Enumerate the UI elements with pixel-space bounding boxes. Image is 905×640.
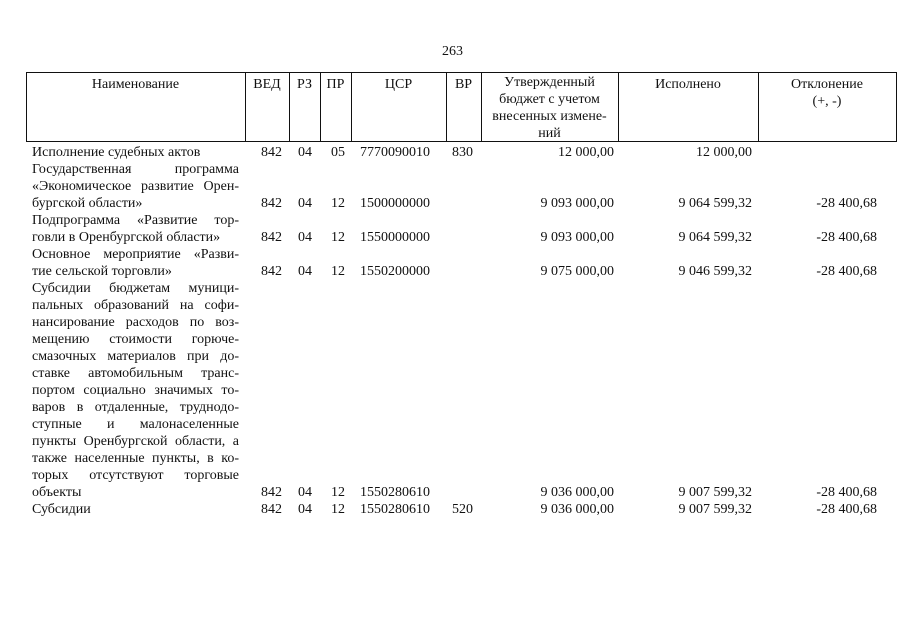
row-rz: 04	[298, 230, 312, 245]
row-deviation: -28 400,68	[816, 230, 877, 245]
table-row	[0, 246, 905, 280]
row-pr: 12	[331, 485, 345, 500]
row-name-line: также населенные пункты, в ко-	[32, 451, 239, 466]
row-name-line: пальных образований на софи-	[32, 298, 239, 313]
row-executed: 9 064 599,32	[678, 230, 752, 245]
header-executed: Исполнено	[655, 77, 721, 92]
row-rz: 04	[298, 502, 312, 517]
page-number: 263	[442, 44, 463, 59]
row-budget: 9 093 000,00	[540, 230, 614, 245]
row-deviation: -28 400,68	[816, 264, 877, 279]
header-divider	[896, 72, 897, 142]
header-vr: ВР	[454, 77, 473, 92]
table-row	[0, 501, 905, 518]
row-csr: 1550280610	[360, 502, 430, 517]
table-row	[0, 161, 905, 212]
row-name-line: варов в отдаленные, труднодо-	[32, 400, 239, 415]
row-ved: 842	[261, 502, 282, 517]
row-name-line: Субсидии бюджетам муници-	[32, 281, 239, 296]
row-pr: 05	[331, 145, 345, 160]
header-budget-line: внесенных измене-	[492, 109, 607, 124]
header-ved: ВЕД	[253, 77, 281, 92]
table-row	[0, 280, 905, 501]
row-pr: 12	[331, 230, 345, 245]
row-name-line: пункты Оренбургской области, а	[32, 434, 239, 449]
header-pr: ПР	[326, 77, 345, 92]
row-name-line: ступные и малонаселенные	[32, 417, 239, 432]
header-rz: РЗ	[297, 77, 312, 92]
row-budget: 9 036 000,00	[540, 485, 614, 500]
row-executed: 9 007 599,32	[678, 502, 752, 517]
header-budget-line: ний	[538, 126, 561, 141]
row-csr: 1550280610	[360, 485, 430, 500]
row-budget: 9 036 000,00	[540, 502, 614, 517]
row-name	[32, 280, 239, 501]
row-rz: 04	[298, 485, 312, 500]
row-rz: 04	[298, 196, 312, 211]
table-row	[0, 212, 905, 246]
row-name-line: объекты	[32, 485, 82, 500]
row-ved: 842	[261, 264, 282, 279]
row-name	[32, 144, 239, 161]
row-name-line: Субсидии	[32, 502, 91, 517]
row-name-line: Подпрограмма «Развитие тор-	[32, 213, 239, 228]
row-rz: 04	[298, 264, 312, 279]
row-name-line: «Экономическое развитие Орен-	[32, 179, 239, 194]
row-pr: 12	[331, 502, 345, 517]
row-name-line: мещению стоимости горюче-	[32, 332, 239, 347]
row-vr: 520	[452, 502, 473, 517]
header-deviation-line: Отклонение	[791, 77, 863, 92]
row-vr: 830	[452, 145, 473, 160]
row-name	[32, 246, 239, 280]
row-ved: 842	[261, 145, 282, 160]
row-ved: 842	[261, 485, 282, 500]
row-name	[32, 212, 239, 246]
header-budget	[481, 74, 618, 142]
row-executed: 9 007 599,32	[678, 485, 752, 500]
row-name-line: Государственная программа	[32, 162, 239, 177]
header-deviation	[758, 76, 896, 110]
row-budget: 9 093 000,00	[540, 196, 614, 211]
row-pr: 12	[331, 264, 345, 279]
row-deviation: -28 400,68	[816, 196, 877, 211]
row-name-line: нансирование расходов по воз-	[32, 315, 239, 330]
header-name: Наименование	[91, 77, 180, 92]
row-ved: 842	[261, 230, 282, 245]
row-name	[32, 161, 239, 212]
header-budget-line: бюджет с учетом	[499, 92, 600, 107]
row-deviation: -28 400,68	[816, 502, 877, 517]
row-ved: 842	[261, 196, 282, 211]
header-bottom-border	[26, 141, 897, 142]
row-name-line: смазочных материалов при до-	[32, 349, 239, 364]
row-csr: 1550200000	[360, 264, 430, 279]
row-executed: 9 064 599,32	[678, 196, 752, 211]
header-csr: ЦСР	[384, 77, 413, 92]
header-deviation-line: (+, -)	[812, 94, 842, 109]
row-name-line: ставке автомобильным транс-	[32, 366, 239, 381]
row-csr: 1500000000	[360, 196, 430, 211]
row-name	[32, 501, 239, 518]
row-name-line: бургской области»	[32, 196, 143, 211]
row-name-line: торых отсутствуют торговые	[32, 468, 239, 483]
row-name-line: Исполнение судебных актов	[32, 145, 201, 160]
header-budget-line: Утвержденный	[504, 75, 595, 90]
row-csr: 7770090010	[360, 145, 430, 160]
header-top-border	[26, 72, 897, 73]
row-budget: 9 075 000,00	[540, 264, 614, 279]
row-executed: 12 000,00	[696, 145, 752, 160]
row-csr: 1550000000	[360, 230, 430, 245]
row-pr: 12	[331, 196, 345, 211]
row-name-line: Основное мероприятие «Разви-	[32, 247, 239, 262]
table-header	[26, 72, 897, 142]
row-deviation: -28 400,68	[816, 485, 877, 500]
table-row	[0, 144, 905, 161]
row-name-line: портом социально значимых то-	[32, 383, 239, 398]
row-rz: 04	[298, 145, 312, 160]
row-budget: 12 000,00	[558, 145, 614, 160]
row-name-line: говли в Оренбургской области»	[32, 230, 221, 245]
row-name-line: тие сельской торговли»	[32, 264, 172, 279]
row-executed: 9 046 599,32	[678, 264, 752, 279]
